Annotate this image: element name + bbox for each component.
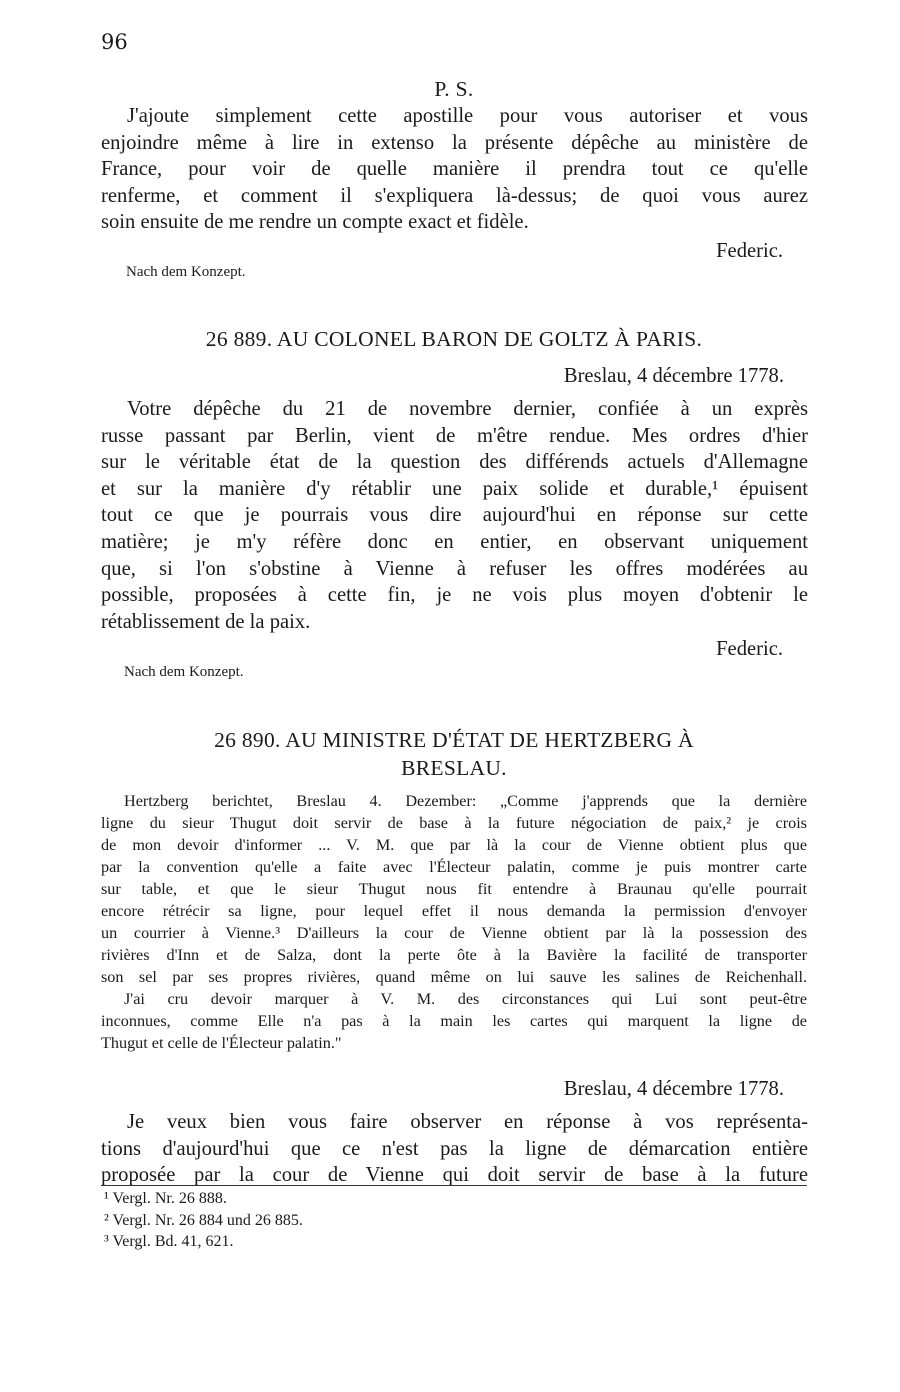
report-line: encore rétrécir sa ligne, pour lequel effet il nous demanda la permission d'envoyer (101, 902, 807, 920)
letter-26889-source-note: Nach dem Konzept. (124, 664, 244, 680)
report-line: Thugut et celle de l'Électeur palatin." (101, 1034, 342, 1052)
letter-26890-heading-line1: 26 890. AU MINISTRE D'ÉTAT DE HERTZBERG À (214, 728, 694, 752)
text-line: proposée par la cour de Vienne qui doit servir de base à la future (101, 1164, 808, 1187)
text-line: tout ce que je pourrais vous dire aujourd'hui en réponse sur cette (101, 504, 808, 527)
report-line: J'ai cru devoir marquer à V. M. des circonstances qui Lui sont peut-être (124, 990, 807, 1008)
text-line: tions d'aujourd'hui que ce n'est pas la ligne de démarcation entière (101, 1137, 808, 1160)
footnotes (104, 1188, 303, 1253)
text-line: Votre dépêche du 21 de novembre dernier, confiée à un exprès (127, 398, 808, 420)
letter-26890-dateline: Breslau, 4 décembre 1778. (563, 1078, 784, 1100)
ps-paragraph (101, 103, 808, 236)
text-line: J'ajoute simplement cette apostille pour vous autoriser et vous (127, 105, 808, 127)
footnote-2: ² Vergl. Nr. 26 884 und 26 885. (104, 1211, 303, 1229)
text-line: rétablissement de la paix. (101, 610, 311, 633)
text-line: matière; je m'y réfère donc en entier, en observant uniquement (101, 530, 808, 553)
text-line: enjoindre même à lire in extenso la présente dépêche au ministère de (101, 131, 808, 154)
footnote-rule (101, 1185, 807, 1186)
report-line: rivières d'Inn et de Salza, dont la perte ôte à la Bavière la facilité de transporter (101, 946, 807, 964)
report-line: par la convention qu'elle a faite avec l'Électeur palatin, comme je puis montrer carte (101, 858, 807, 876)
text-line: sur le véritable état de la question des différends actuels d'Allemagne (101, 451, 808, 474)
report-line: sur table, et que le sieur Thugut nous fit entendre à Braunau qu'elle pourrait (101, 880, 807, 898)
text-line: que, si l'on s'obstine à Vienne à refuser les offres modérées au (101, 557, 808, 580)
text-line: renferme, et comment il s'expliquera là-dessus; de quoi vous aurez (101, 184, 808, 207)
footnote-1: ¹ Vergl. Nr. 26 888. (104, 1190, 227, 1207)
text-line: russe passant par Berlin, vient de m'être rendue. Mes ordres d'hier (101, 424, 808, 447)
letter-26890-heading-line2: BRESLAU. (401, 756, 507, 780)
letter-26889-heading: 26 889. AU COLONEL BARON DE GOLTZ À PARIS. (205, 327, 703, 351)
report-line: Hertzberg berichtet, Breslau 4. Dezember: „Comme j'apprends que la dernière (124, 792, 807, 810)
text-line: Je veux bien vous faire observer en réponse à vos représenta- (127, 1111, 808, 1133)
hertzberg-report (101, 790, 807, 1054)
letter-26890-body (101, 1109, 808, 1189)
footnote-3: ³ Vergl. Bd. 41, 621. (104, 1233, 234, 1250)
text-line: possible, proposées à cette fin, je ne vois plus moyen d'obtenir le (101, 584, 808, 607)
report-line: de mon devoir d'informer ... V. M. que par là la cour de Vienne obtient plus que (101, 836, 807, 854)
page-number: 96 (101, 30, 128, 54)
letter-26889-signature: Federic. (716, 638, 783, 660)
text-line: France, pour voir de quelle manière il prendra tout ce qu'elle (101, 158, 808, 181)
text-line: et sur la manière d'y rétablir une paix solide et durable,¹ épuisent (101, 477, 808, 500)
report-line: son sel par ses propres rivières, quand même on lui sauve les salines de Reichenhall. (101, 968, 807, 986)
letter-26889-dateline: Breslau, 4 décembre 1778. (563, 365, 784, 387)
report-line: ligne du sieur Thugut doit servir de base à la future négociation de paix,² je crois (101, 814, 807, 832)
report-line: un courrier à Vienne.³ D'ailleurs la cour de Vienne obtient par là la possession des (101, 924, 807, 942)
ps-source-note: Nach dem Konzept. (126, 264, 246, 280)
ps-title: P. S. (434, 77, 474, 101)
ps-signature: Federic. (716, 240, 783, 262)
text-line: soin ensuite de me rendre un compte exact et fidèle. (101, 211, 529, 234)
report-line: inconnues, comme Elle n'a pas à la main les cartes qui marquent la ligne de (101, 1012, 807, 1030)
letter-26889-body (101, 396, 808, 635)
